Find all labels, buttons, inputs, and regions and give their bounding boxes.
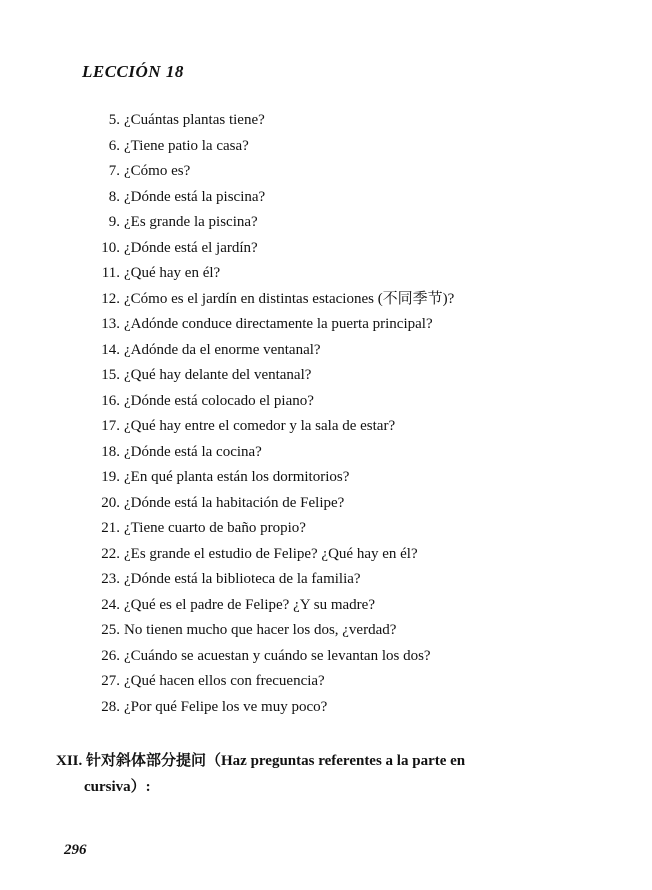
question-text: No tienen mucho que hacer los dos, ¿verdad? bbox=[124, 622, 397, 638]
question-number: 8. bbox=[108, 188, 120, 205]
question-text: ¿En qué planta están los dormitorios? bbox=[124, 469, 350, 485]
question-text: ¿Tiene patio la casa? bbox=[124, 137, 249, 154]
question-number: 19. bbox=[101, 469, 120, 485]
question-number: 21. bbox=[101, 520, 120, 536]
question-text: ¿Dónde está la cocina? bbox=[124, 443, 262, 460]
question-number: 10. bbox=[101, 239, 120, 256]
question-text: ¿Dónde está la biblioteca de la familia? bbox=[124, 571, 361, 587]
question-number: 23. bbox=[101, 571, 120, 587]
lesson-header: LECCIÓN 18 bbox=[82, 62, 184, 81]
question-number: 22. bbox=[101, 545, 120, 562]
question-text: ¿Tiene cuarto de baño propio? bbox=[124, 520, 306, 536]
question-text: ¿Cuándo se acuestan y cuándo se levantan los dos? bbox=[124, 647, 431, 664]
section-instruction-line-2: cursiva）: bbox=[84, 779, 151, 795]
question-number: 7. bbox=[108, 163, 120, 179]
question-number: 18. bbox=[101, 443, 120, 460]
question-number: 20. bbox=[101, 494, 120, 511]
question-number: 16. bbox=[101, 392, 120, 409]
section-instruction-line-1: 针对斜体部分提问（Haz preguntas referentes a la parte en bbox=[86, 753, 466, 769]
question-text: ¿Cómo es el jardín en distintas estaciones (不同季节)? bbox=[124, 290, 455, 307]
question-text: ¿Cómo es? bbox=[124, 163, 191, 179]
section-numeral: XII. bbox=[56, 753, 83, 769]
exercise-section-heading bbox=[56, 748, 576, 800]
question-text: ¿Dónde está el jardín? bbox=[124, 239, 258, 256]
question-text: ¿Cuántas plantas tiene? bbox=[124, 112, 265, 128]
question-text: ¿Qué hay delante del ventanal? bbox=[124, 367, 312, 383]
question-text: ¿Adónde conduce directamente la puerta principal? bbox=[124, 316, 433, 332]
question-number: 11. bbox=[101, 265, 120, 281]
question-text: ¿Qué hacen ellos con frecuencia? bbox=[124, 673, 325, 689]
question-number: 6. bbox=[108, 137, 120, 154]
question-number: 24. bbox=[101, 596, 120, 613]
question-text: ¿Dónde está la habitación de Felipe? bbox=[124, 494, 345, 511]
question-text: ¿Dónde está la piscina? bbox=[124, 188, 266, 205]
question-text: ¿Qué hay entre el comedor y la sala de estar? bbox=[124, 418, 396, 434]
question-number: 5. bbox=[108, 112, 120, 128]
question-number: 14. bbox=[101, 341, 120, 358]
question-text: ¿Qué hay en él? bbox=[124, 265, 221, 281]
page-number: 296 bbox=[64, 842, 87, 858]
question-number: 26. bbox=[101, 647, 120, 664]
question-number: 12. bbox=[101, 290, 120, 307]
question-text: ¿Por qué Felipe los ve muy poco? bbox=[124, 698, 328, 715]
question-number: 13. bbox=[101, 316, 120, 332]
question-text: ¿Dónde está colocado el piano? bbox=[124, 392, 314, 409]
question-number: 17. bbox=[101, 418, 120, 434]
question-number: 25. bbox=[101, 622, 120, 638]
question-text: ¿Es grande el estudio de Felipe? ¿Qué hay en él? bbox=[124, 545, 418, 562]
question-number: 9. bbox=[108, 214, 120, 230]
question-number: 27. bbox=[101, 673, 120, 689]
question-text: ¿Adónde da el enorme ventanal? bbox=[124, 341, 321, 358]
question-number: 15. bbox=[101, 367, 120, 383]
question-text: ¿Qué es el padre de Felipe? ¿Y su madre? bbox=[124, 596, 375, 613]
question-text: ¿Es grande la piscina? bbox=[124, 214, 258, 230]
question-number: 28. bbox=[101, 698, 120, 715]
